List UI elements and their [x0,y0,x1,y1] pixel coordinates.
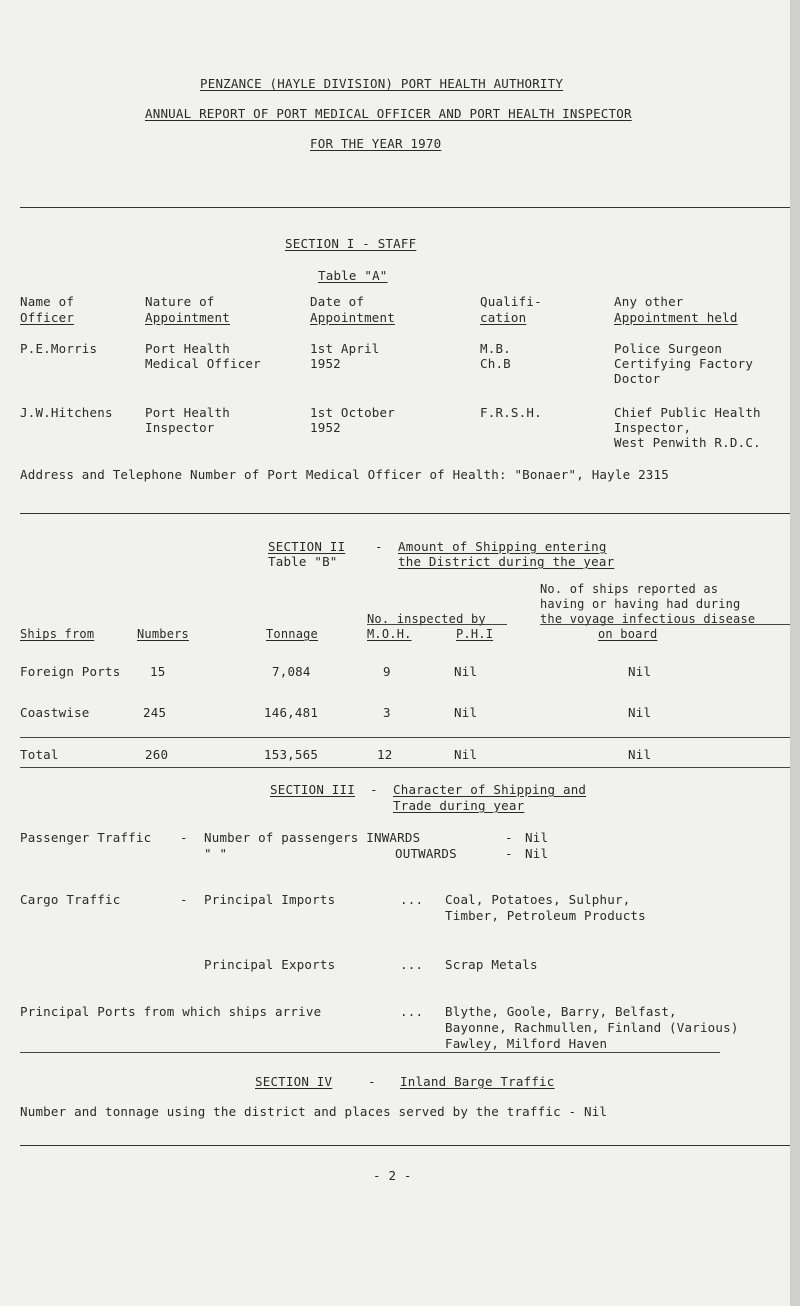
passengers-outwards: OUTWARDS [395,846,457,861]
section-2-title: SECTION II [268,539,346,554]
total-tonnage: 153,565 [264,747,319,762]
table-row-name: P.E.Morris [20,341,98,356]
dash: - [180,830,188,845]
passengers-outwards-value: Nil [525,846,549,861]
table-row-qual: Ch.B [480,356,511,371]
address-value: "Bonaer", Hayle 2315 [514,467,669,482]
table-b-label: Table "B" [268,554,338,569]
table-row-qual: F.R.S.H. [480,405,542,420]
passenger-traffic-label: Passenger Traffic [20,830,152,845]
divider [20,207,790,208]
column-rule [540,624,790,625]
header-nature-1: Nature of [145,294,215,309]
header-moh: M.O.H. [367,627,412,641]
imports-label: Principal Imports [204,892,336,907]
table-row-other: West Penwith R.D.C. [614,435,761,450]
exports-label: Principal Exports [204,957,336,972]
row-numbers: 245 [143,705,167,720]
total-moh: 12 [377,747,393,762]
divider [20,737,790,738]
row-infect: Nil [628,664,652,679]
header-name-2: Officer [20,310,75,325]
table-row-other: Police Surgeon [614,341,723,356]
passengers-inwards: Number of passengers INWARDS [204,830,421,845]
header-nature-2: Appointment [145,310,230,325]
row-tonnage: 146,481 [264,705,319,720]
row-moh: 9 [383,664,391,679]
table-row-date: 1st April [310,341,380,356]
table-a-label: Table "A" [318,268,388,283]
header-numbers: Numbers [137,627,189,641]
header-inspected: No. inspected by [367,612,486,626]
ports-value: Bayonne, Rachmullen, Finland (Various) [445,1020,739,1035]
ports-value: Fawley, Milford Haven [445,1036,608,1051]
header-other-2: Appointment held [614,310,738,325]
exports-value: Scrap Metals [445,957,538,972]
row-ships-from: Coastwise [20,705,90,720]
header-qual-1: Qualifi- [480,294,542,309]
dash: - [505,830,513,845]
table-row-other: Inspector, [614,420,692,435]
cargo-traffic-label: Cargo Traffic [20,892,121,907]
barge-traffic-text: Number and tonnage using the district and places served by the traffic - Nil [20,1104,608,1119]
passengers-inwards-value: Nil [525,830,549,845]
ellipsis: ... [400,1004,424,1019]
divider [20,1052,720,1053]
table-row-date: 1st October [310,405,395,420]
authority-title: PENZANCE (HAYLE DIVISION) PORT HEALTH AUTHORITY [200,76,564,91]
table-row-qual: M.B. [480,341,511,356]
row-phi: Nil [454,664,478,679]
section-4-title: SECTION IV [255,1074,333,1089]
total-infect: Nil [628,747,652,762]
table-row-date: 1952 [310,356,341,371]
section-1-title: SECTION I - STAFF [285,236,417,251]
divider [20,513,790,514]
row-numbers: 15 [150,664,166,679]
section-3-subtitle-1: Character of Shipping and [393,782,587,797]
row-phi: Nil [454,705,478,720]
header-qual-2: cation [480,310,527,325]
table-row-other: Certifying Factory [614,356,754,371]
dash: - [370,782,378,797]
address-label: Address and Telephone Number of Port Medical Officer of Health: [20,467,507,482]
row-tonnage: 7,084 [272,664,311,679]
dash: - [505,846,513,861]
header-phi: P.H.I [456,627,494,641]
table-row-nature: Inspector [145,420,215,435]
column-rule [367,624,507,625]
report-year: FOR THE YEAR 1970 [310,136,442,151]
header-infect-4: on board [598,627,658,641]
ports-value: Blythe, Goole, Barry, Belfast, [445,1004,677,1019]
table-row-nature: Port Health [145,405,230,420]
section-2-subtitle-1: Amount of Shipping entering [398,539,607,554]
header-name-1: Name of [20,294,75,309]
ports-label: Principal Ports from which ships arrive [20,1004,322,1019]
header-tonnage: Tonnage [266,627,318,641]
ditto-marks: " " [204,846,228,861]
dash: - [180,892,188,907]
section-2-subtitle-2: the District during the year [398,554,615,569]
page-number: - 2 - [373,1168,412,1183]
section-3-title: SECTION III [270,782,355,797]
row-ships-from: Foreign Ports [20,664,121,679]
table-row-date: 1952 [310,420,341,435]
table-row-nature: Medical Officer [145,356,261,371]
divider [20,767,790,768]
total-numbers: 260 [145,747,169,762]
header-ships-from: Ships from [20,627,95,641]
ellipsis: ... [400,957,424,972]
imports-value: Coal, Potatoes, Sulphur, [445,892,631,907]
table-row-name: J.W.Hitchens [20,405,113,420]
header-date-1: Date of [310,294,365,309]
dash: - [375,539,383,554]
dash: - [368,1074,376,1089]
report-title: ANNUAL REPORT OF PORT MEDICAL OFFICER AND PORT HEALTH INSPECTOR [145,106,632,121]
section-3-subtitle-2: Trade during year [393,798,525,813]
row-moh: 3 [383,705,391,720]
page-edge [790,0,800,1306]
table-row-nature: Port Health [145,341,230,356]
table-row-other: Chief Public Health [614,405,761,420]
address-line [20,467,669,482]
total-label: Total [20,747,59,762]
ellipsis: ... [400,892,424,907]
divider [20,1145,790,1146]
table-row-other: Doctor [614,371,661,386]
header-date-2: Appointment [310,310,395,325]
row-infect: Nil [628,705,652,720]
header-infect-3: the voyage infectious disease [540,612,756,626]
section-4-subtitle: Inland Barge Traffic [400,1074,555,1089]
imports-value: Timber, Petroleum Products [445,908,646,923]
total-phi: Nil [454,747,478,762]
header-infect-2: having or having had during [540,597,741,611]
header-other-1: Any other [614,294,684,309]
header-infect-1: No. of ships reported as [540,582,719,596]
